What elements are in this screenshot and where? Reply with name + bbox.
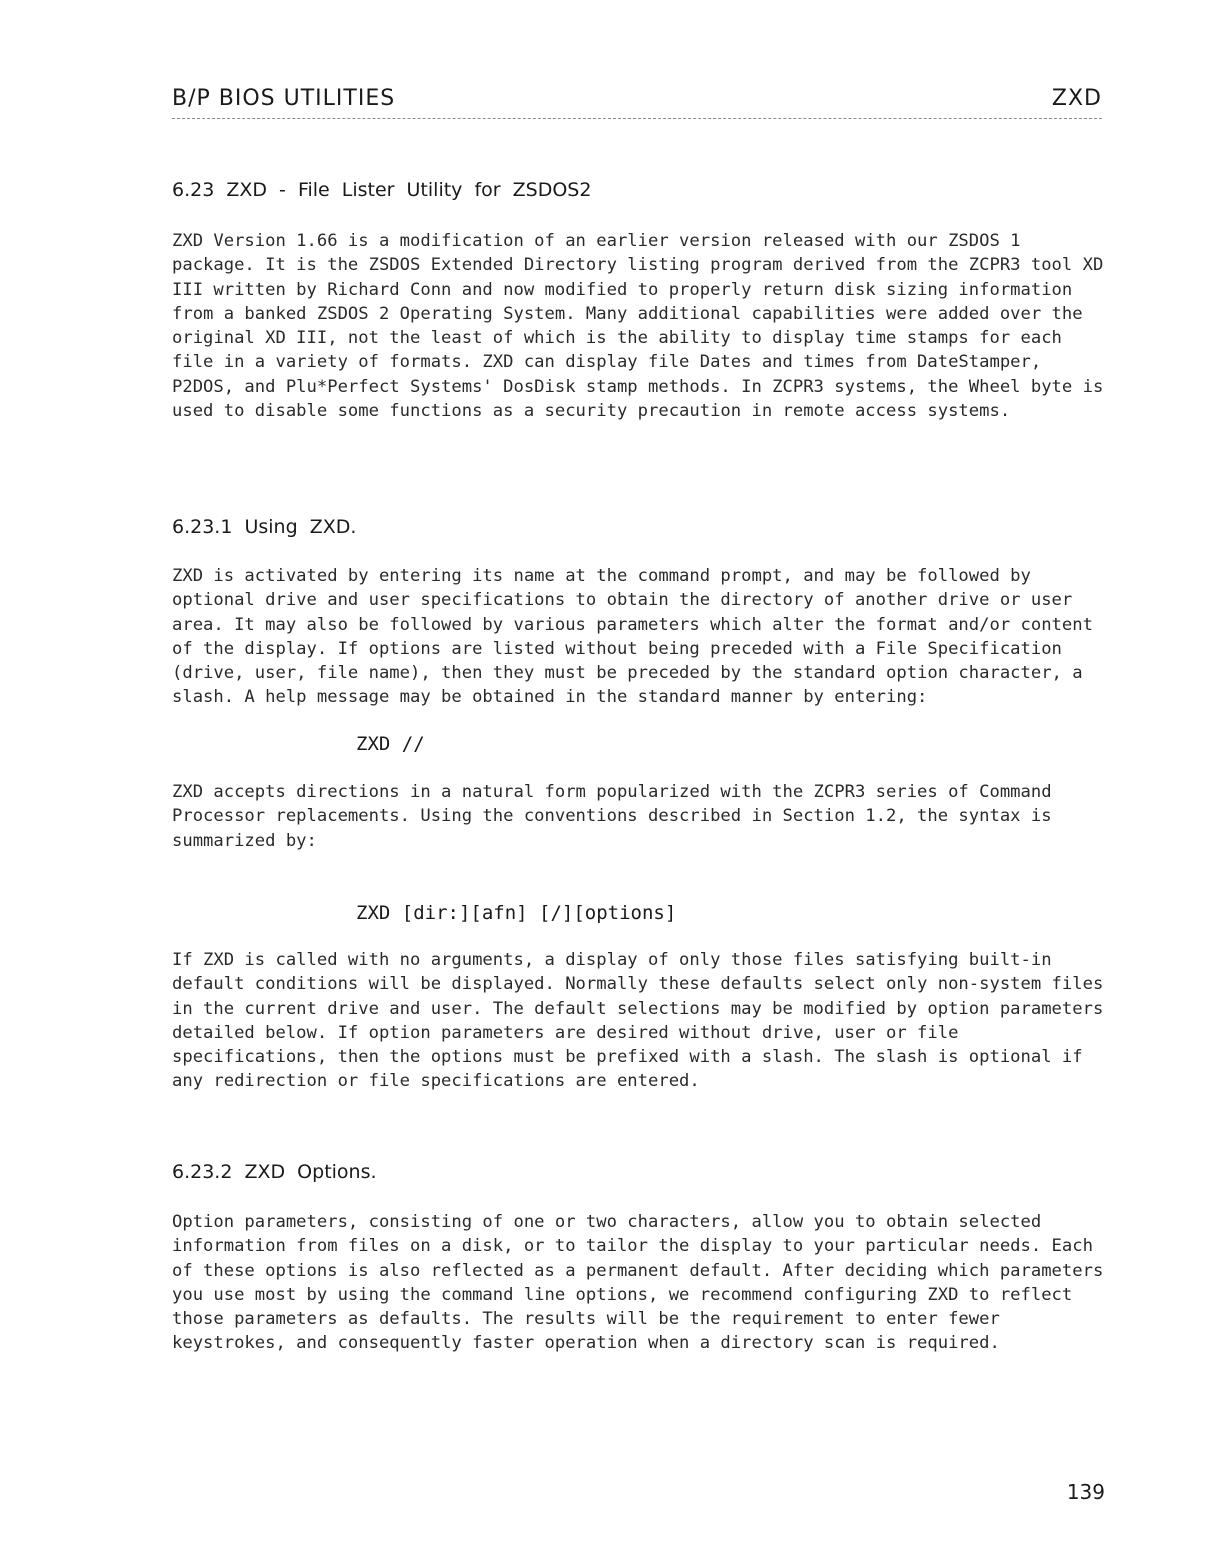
code-syntax: ZXD [dir:][afn] [/][options]: [356, 902, 677, 924]
page-number: 139: [1066, 1480, 1105, 1504]
header-divider: [172, 118, 1102, 119]
paragraph-using: ZXD is activated by entering its name at the command prompt, and may be followed by optional drive and user specifications to obtain the directory of another drive or user area. It may also be followed by various parameters which alter the format and/or content of the display. If options are listed without being preceded with a File Specification (drive, user, file name), then they must be preceded by the standard option character, a slash. A help message may be obtained in the standard manner by entering:: [172, 566, 1093, 708]
section-heading-6-23-1: 6.23.1 Using ZXD.: [172, 516, 357, 538]
section-heading-6-23: 6.23 ZXD - File Lister Utility for ZSDOS2: [172, 179, 592, 201]
running-header: [172, 78, 1102, 114]
header-section-name: ZXD: [1051, 86, 1102, 111]
paragraph-intro: ZXD Version 1.66 is a modification of an earlier version released with our ZSDOS 1 package. It is the ZSDOS Extended Directory listing program derived from the ZCPR3 tool XD III written by Richard Conn and now modified to properly return disk sizing information from a banked ZSDOS 2 Operating System. Many additional capabilities were added over the original XD III, not the least of which is the ability to display time stamps for each file in a variety of formats. ZXD can display file Dates and times from DateStamper, P2DOS, and Plu*Perfect Systems' DosDisk stamp methods. In ZCPR3 systems, the Wheel byte is used to disable some functions as a security precaution in remote access systems.: [172, 231, 1104, 422]
section-heading-6-23-2: 6.23.2 ZXD Options.: [172, 1161, 377, 1183]
code-help-command: ZXD //: [356, 733, 425, 755]
header-chapter-title: B/P BIOS UTILITIES: [172, 86, 396, 111]
paragraph-options: Option parameters, consisting of one or two characters, allow you to obtain selected information from files on a disk, or to tailor the display to your particular needs. Each of these options is also reflected as a permanent default. After deciding which parameters you use most by using the command line options, we recommend configuring ZXD to reflect those parameters as defaults. The results will be the requirement to enter fewer keystrokes, and consequently faster operation when a directory scan is required.: [172, 1212, 1104, 1354]
paragraph-syntax: ZXD accepts directions in a natural form popularized with the ZCPR3 series of Command Processor replacements. Using the conventions described in Section 1.2, the syntax is summarized by:: [172, 782, 1052, 851]
paragraph-defaults: If ZXD is called with no arguments, a display of only those files satisfying built-in default conditions will be displayed. Normally these defaults select only non-system files in the current drive and user. The default selections may be modified by option parameters detailed below. If option parameters are desired without drive, user or file specifications, then the options must be prefixed with a slash. The slash is optional if any redirection or file specifications are entered.: [172, 950, 1104, 1092]
